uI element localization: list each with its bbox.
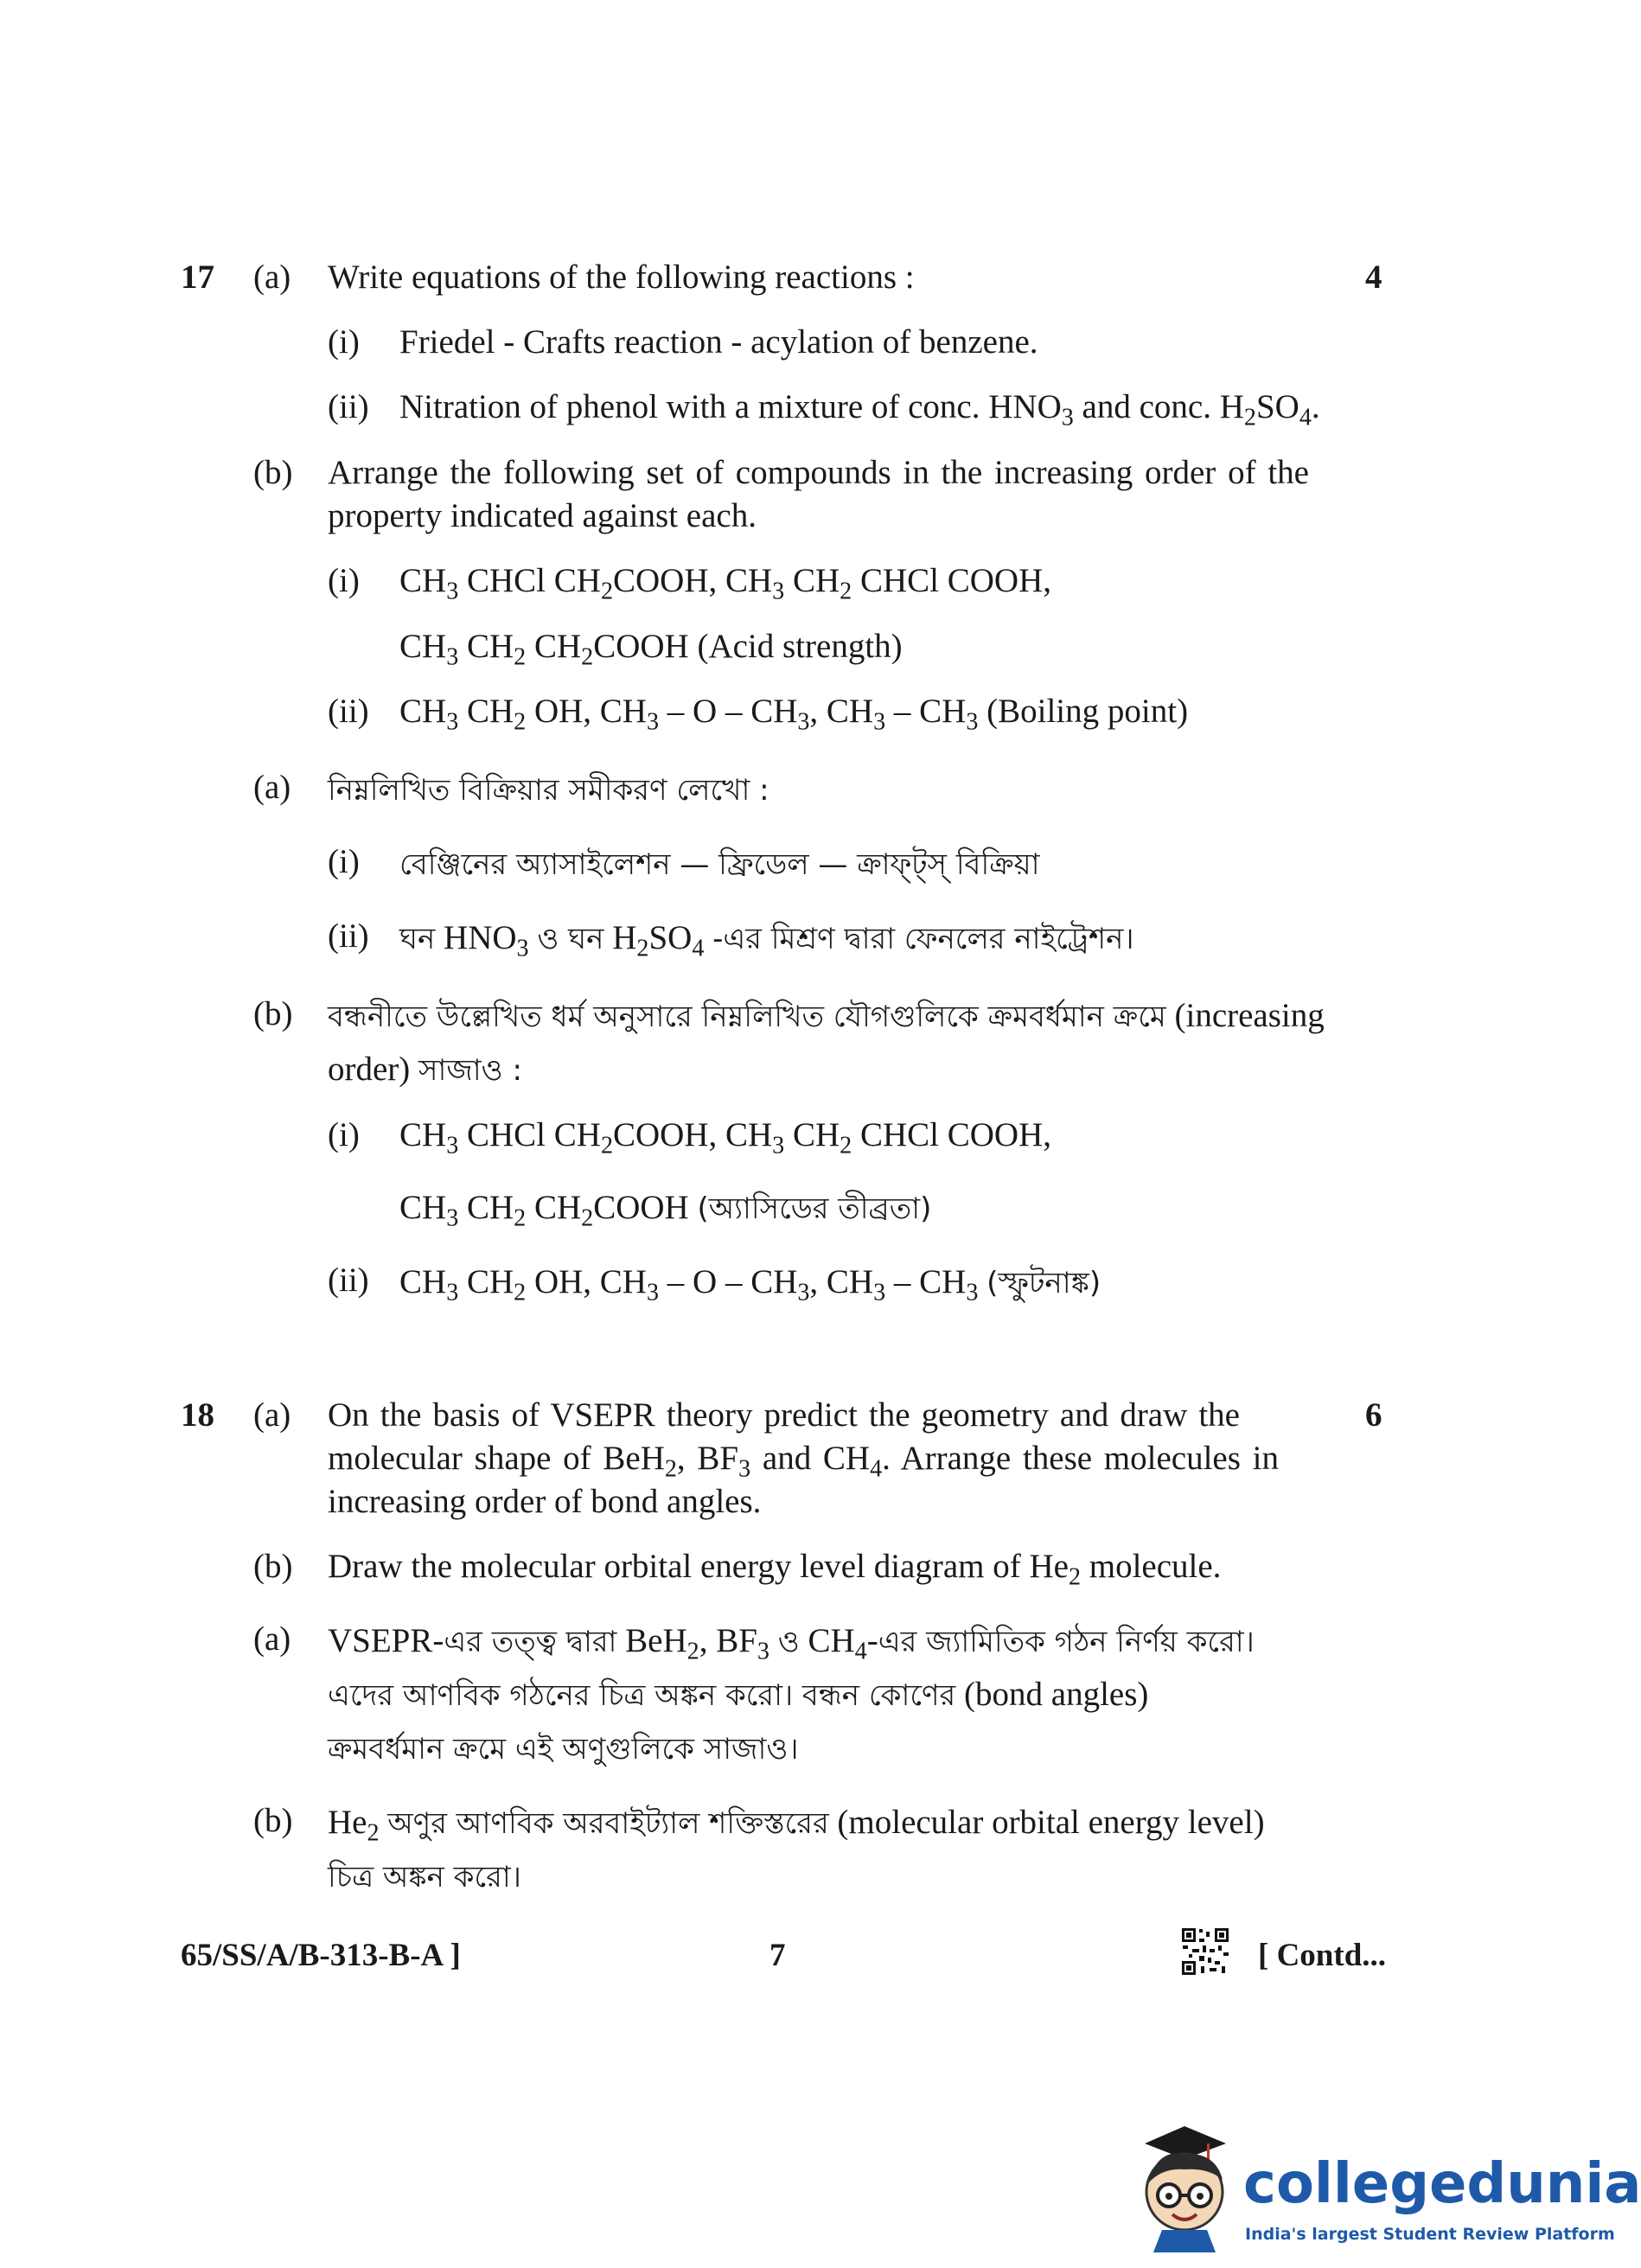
q18-b-label: (b) — [253, 1548, 293, 1585]
q17-b-bn-line1: বন্ধনীতে উল্লেখিত ধর্ম অনুসারে নিম্নলিখিত যৌগগুলিকে ক্রমবর্ধমান ক্রমে (increasing — [328, 997, 1325, 1034]
q17-b-i-line1: $CH_3$ CHCl $CH_2COOH$, $CH_3$ $CH_2$ CHCl COOH, — [399, 562, 1051, 605]
q17-b-ii-label: (ii) — [328, 693, 369, 730]
marks-18: 6 — [1365, 1396, 1382, 1434]
q17-a-bn-ii-text: ঘন $HNO_3$ ও ঘন $H_2SO_4$ -এর মিশ্রণ দ্বারা ফেনলের নাইট্রেশন। — [399, 919, 1134, 962]
q17-a-i-label: (i) — [328, 323, 360, 361]
q18-a-line3: increasing order of bond angles. — [328, 1483, 762, 1520]
q17-b-line1: Arrange the following set of compounds in the increasing order of the — [328, 454, 1309, 491]
paper-code: 65/SS/A/B-313-B-A ] — [181, 1938, 461, 1973]
question-number-18: 18 — [181, 1396, 214, 1434]
q17-b-line2: property indicated against each. — [328, 497, 757, 534]
q17-a-i-text: Friedel - Crafts reaction - acylation of benzene. — [399, 323, 1038, 361]
q17-b-bn-line2: order) সাজাও : — [328, 1051, 522, 1088]
q17-b-bn-ii-label: (ii) — [328, 1262, 369, 1299]
q18-b-text: Draw the molecular orbital energy level diagram of $He_2$ molecule. — [328, 1548, 1222, 1591]
q17-a-ii-text: Nitration of phenol with a mixture of conc. $HNO_3$ and conc. $H_2SO_4$. — [399, 388, 1320, 431]
q17-b-bn-i-line1: $CH_3$ CHCl $CH_2COOH$, $CH_3$ $CH_2$ CHCl COOH, — [399, 1116, 1051, 1160]
q18-a-bn-label: (a) — [253, 1620, 291, 1658]
q17-b-bn-ii-text: $CH_3$ $CH_2$ OH, $CH_3$ – O – $CH_3$, $CH_3 - CH_3$ (স্ফুটনাঙ্ক) — [399, 1263, 1101, 1306]
question-number-17: 17 — [181, 259, 214, 296]
collegedunia-logo — [1124, 2123, 1641, 2261]
q17-a-bn-text: নিম্নলিখিত বিক্রিয়ার সমীকরণ লেখো : — [328, 773, 769, 808]
q18-a-line1: On the basis of VSEPR theory predict the geometry and draw the — [328, 1396, 1240, 1434]
q18-b-bn-line1: $He_2$ অণুর আণবিক অরবাইট্যাল শক্তিস্তরের (molecular orbital energy level) — [328, 1804, 1265, 1847]
contd-label: [ Contd... — [1258, 1938, 1387, 1973]
q18-b-bn-line2: চিত্র অঙ্কন করো। — [328, 1860, 521, 1894]
q17-a-bn-ii-label: (ii) — [328, 917, 369, 955]
page-number: 7 — [769, 1938, 786, 1973]
q18-a-bn-line2: এদের আণবিক গঠনের চিত্র অঙ্কন করো। বন্ধন কোণের (bond angles) — [328, 1676, 1149, 1713]
q17-b-i-line2: $CH_3$ $CH_2$ $CH_2COOH$ (Acid strength) — [399, 628, 903, 671]
q17-b-bn-i-label: (i) — [328, 1116, 360, 1153]
q18-a-bn-line1: VSEPR-এর তত্ত্ব দ্বারা BeH$_2$, $BF_3$ ও $CH_4-এর$ জ্যামিতিক গঠন নির্ণয় করো। — [328, 1622, 1255, 1665]
marks-17: 4 — [1365, 259, 1382, 296]
q17-b-ii-text: $CH_3$ $CH_2$ OH, $CH_3$ – O – $CH_3$, $CH_3 - CH_3$ (Boiling point) — [399, 693, 1189, 736]
q17-a-text: Write equations of the following reactions : — [328, 259, 915, 296]
q17-a-label: (a) — [253, 259, 291, 296]
mascot-icon — [1131, 2123, 1243, 2252]
q18-a-line2: molecular shape of BeH$_2$, $BF_3$ and $CH_4$. Arrange these molecules in — [328, 1440, 1279, 1483]
q17-b-label: (b) — [253, 454, 293, 491]
q17-b-bn-i-line2: $CH_3$ $CH_2$ $CH_2COOH$ (অ্যাসিডের তীব্রতা) — [399, 1189, 932, 1232]
q18-a-label: (a) — [253, 1396, 291, 1434]
q17-a-ii-label: (ii) — [328, 388, 369, 425]
brand-name: collegedunia — [1243, 2152, 1641, 2216]
q17-a-bn-i-label: (i) — [328, 843, 360, 880]
q17-b-i-label: (i) — [328, 562, 360, 599]
q18-b-bn-label: (b) — [253, 1802, 293, 1839]
q17-a-bn-i-text: বেঞ্জিনের অ্যাসাইলেশন — ফ্রিডেল — ক্রাফ্ট্স্ বিক্রিয়া — [399, 847, 1040, 882]
brand-tagline: India's largest Student Review Platform — [1245, 2225, 1615, 2244]
q17-b-bn-label: (b) — [253, 995, 293, 1032]
q18-a-bn-line3: ক্রমবর্ধমান ক্রমে এই অণুগুলিকে সাজাও। — [328, 1732, 799, 1766]
qr-code-icon — [1180, 1926, 1230, 1977]
q17-a-bn-label: (a) — [253, 769, 291, 806]
